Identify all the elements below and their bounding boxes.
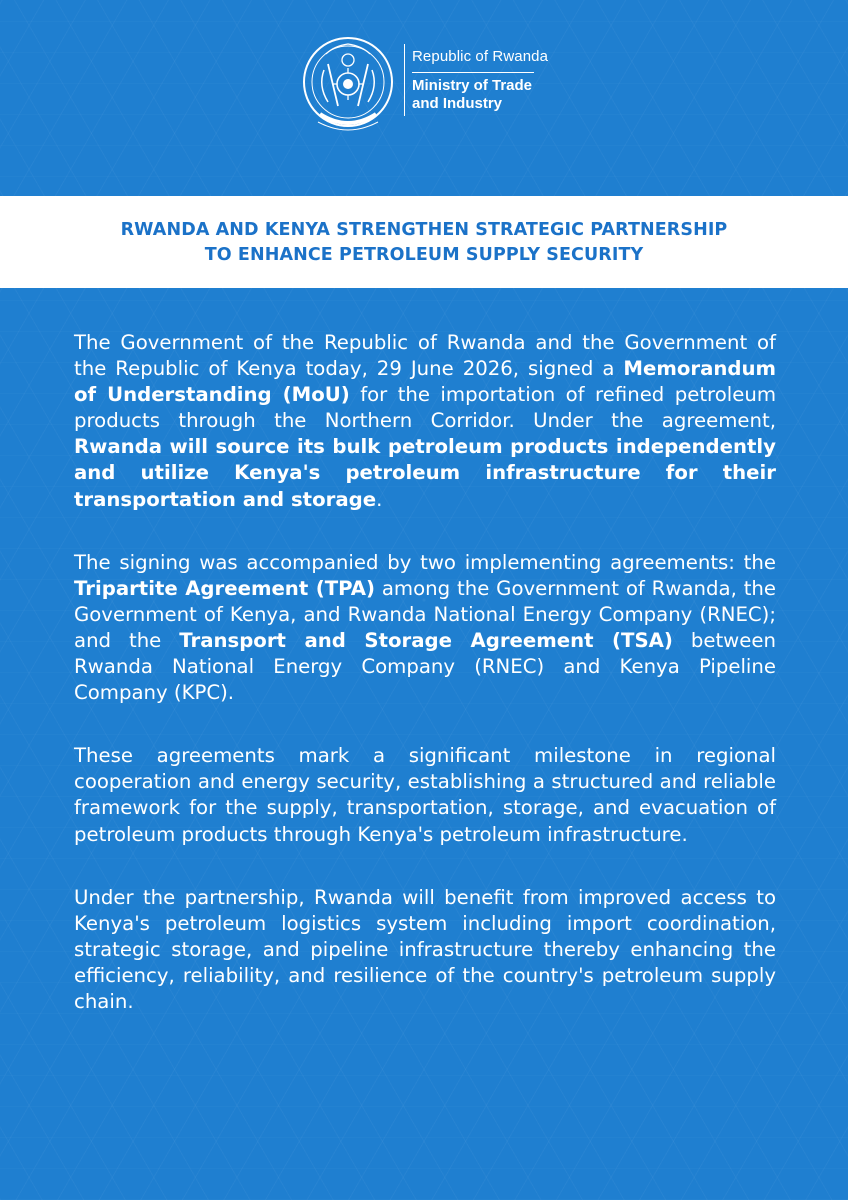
title-line-2: TO ENHANCE PETROLEUM SUPPLY SECURITY: [204, 245, 644, 265]
p2-text-3: between Rwanda National Energy Company (RNEC) and Kenya Pipeline Company (KPC).: [74, 628, 776, 705]
p1-bold-2: Rwanda will source its bulk petroleum products independently and utilize Kenya's petroleum infrastructure for their transportation and storage: [74, 435, 776, 511]
page-title: [40, 218, 808, 268]
title-band: [0, 196, 848, 288]
p1-text-2: for the importation of refined petroleum products through the Northern Corridor. Under the agreement,: [74, 383, 776, 433]
brand-divider: [404, 44, 405, 116]
press-release-body: [74, 330, 776, 1052]
rwanda-coat-of-arms-icon: [298, 30, 398, 142]
p1-bold-1: Memorandum of Understanding (MoU): [74, 357, 776, 407]
paragraph-1: [74, 330, 776, 513]
p2-text-2: among the Government of Rwanda, the Government of Kenya, and Rwanda National Energy Company (RNEC); and the: [74, 576, 777, 652]
paragraph-4: Under the partnership, Rwanda will benefit from improved access to Kenya's petroleum logistics system including import coordination, strategic storage, and pipeline infrastructure thereby enhancing the efficiency, reliability, and resilience of the country's petroleum supply chain.: [74, 885, 776, 1013]
paragraph-3: These agreements mark a significant milestone in regional cooperation and energy security, establishing a structured and reliable framework for the supply, transportation, storage, and evacuation of petroleum products through Kenya's petroleum infrastructure.: [74, 744, 776, 846]
p1-text-1: The Government of the Republic of Rwanda and the Government of the Republic of Kenya today, 29 June 2026, signed a: [74, 331, 776, 381]
brand-rule: [412, 72, 534, 73]
p1-text-3: .: [376, 487, 383, 511]
ministry-line-2: and Industry: [412, 95, 503, 112]
p2-text-1: The signing was accompanied by two implementing agreements: the: [74, 550, 776, 574]
title-line-1: RWANDA AND KENYA STRENGTHEN STRATEGIC PARTNERSHIP: [120, 220, 728, 240]
p2-bold-1: Tripartite Agreement (TPA): [74, 576, 375, 600]
ministry-line-1: Ministry of Trade: [412, 77, 533, 94]
paragraph-2: [74, 550, 776, 707]
p2-bold-2: Transport and Storage Agreement (TSA): [179, 628, 673, 652]
brand-text: [412, 48, 612, 113]
header: [0, 0, 848, 196]
republic-label: Republic of Rwanda: [412, 48, 549, 65]
